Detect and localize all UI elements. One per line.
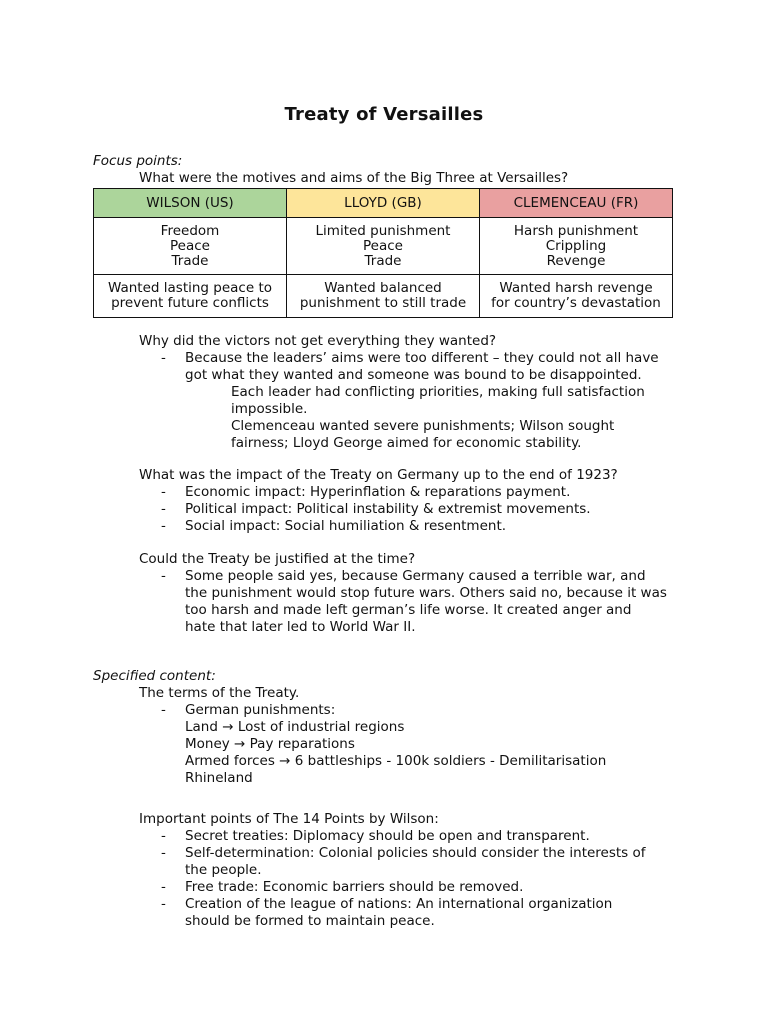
bullet-line: Some people said yes, because Germany caused a terrible war, and xyxy=(185,568,646,584)
list-item xyxy=(139,896,699,930)
header-lloyd: LLOYD (GB) xyxy=(287,189,480,218)
list-item xyxy=(139,828,699,845)
list-item xyxy=(139,879,699,896)
list-item xyxy=(139,501,699,518)
aim-text: Peace xyxy=(363,237,403,254)
question-heading: Why did the victors not get everything they wanted? xyxy=(139,333,497,349)
list-item xyxy=(139,484,699,501)
sub-line: Each leader had conflicting priorities, making full satisfaction xyxy=(231,384,645,400)
aim-text: Trade xyxy=(171,252,209,269)
bullet-dash: - xyxy=(161,879,166,895)
aim-text: Revenge xyxy=(546,252,606,269)
bullet-dash: - xyxy=(161,350,166,366)
punishment-line: Rhineland xyxy=(185,770,253,786)
specified-content-label: Specified content: xyxy=(93,668,216,684)
bullet-dash: - xyxy=(161,828,166,844)
section-heading: Important points of The 14 Points by Wilson: xyxy=(139,811,439,827)
punishment-line: Armed forces → 6 battleships - 100k soldiers - Demilitarisation xyxy=(185,753,607,769)
punishment-line: Land → Lost of industrial regions xyxy=(185,719,405,735)
summary-text: for country’s devastation xyxy=(491,295,661,311)
bullet-line: Social impact: Social humiliation & resentment. xyxy=(185,518,507,534)
list-item xyxy=(139,702,699,787)
sub-note xyxy=(139,384,699,452)
list-item xyxy=(139,568,699,636)
bullet-line: Secret treaties: Diplomacy should be open and transparent. xyxy=(185,828,590,844)
summary-text: prevent future conflicts xyxy=(111,295,269,311)
aim-text: Crippling xyxy=(545,237,607,254)
section-heading: The terms of the Treaty. xyxy=(139,685,300,701)
bullet-line: hate that later led to World War II. xyxy=(185,619,416,635)
bullet-dash: - xyxy=(161,518,166,534)
bullet-line: Creation of the league of nations: An international organization xyxy=(185,896,613,912)
question-heading: Could the Treaty be justified at the time? xyxy=(139,551,416,567)
summary-text: Wanted harsh revenge xyxy=(499,280,653,296)
clemenceau-aims-cell xyxy=(480,218,673,275)
bullet-line: too harsh and made left german’s life worse. It created anger and xyxy=(185,602,632,618)
big-three-table xyxy=(93,188,673,318)
focus-question: What were the motives and aims of the Big Three at Versailles? xyxy=(139,170,569,186)
clemenceau-summary-cell xyxy=(480,275,673,318)
punishment-line: Money → Pay reparations xyxy=(185,736,355,752)
summary-text: punishment to still trade xyxy=(299,295,467,311)
summary-text: Wanted lasting peace to xyxy=(107,280,272,296)
bullet-line: the people. xyxy=(185,862,262,878)
aim-text: Limited punishment xyxy=(315,222,451,239)
wilson-summary-cell xyxy=(94,275,287,318)
aim-text: Harsh punishment xyxy=(513,222,639,239)
aim-text: Trade xyxy=(364,252,402,269)
aim-text: Peace xyxy=(170,237,210,254)
lloyd-summary-cell xyxy=(287,275,480,318)
bullet-line: got what they wanted and someone was bound to be disappointed. xyxy=(185,367,642,383)
bullet-line: Self-determination: Colonial policies should consider the interests of xyxy=(185,845,646,861)
sub-line: fairness; Lloyd George aimed for economic stability. xyxy=(231,435,582,451)
bullet-line: Political impact: Political instability & extremist movements. xyxy=(185,501,591,517)
list-item xyxy=(139,518,699,535)
header-wilson: WILSON (US) xyxy=(94,189,287,218)
bullet-dash: - xyxy=(161,484,166,500)
question-impact-section xyxy=(139,467,699,535)
aim-text: Freedom xyxy=(160,222,220,239)
fourteen-points-section xyxy=(139,811,699,930)
bullet-line: Economic impact: Hyperinflation & reparations payment. xyxy=(185,484,571,500)
treaty-terms-section xyxy=(139,685,699,787)
bullet-line: German punishments: xyxy=(185,702,336,718)
sub-line: Clemenceau wanted severe punishments; Wilson sought xyxy=(231,418,615,434)
question-heading: What was the impact of the Treaty on Germany up to the end of 1923? xyxy=(139,467,618,483)
lloyd-aims-cell xyxy=(287,218,480,275)
page-title: Treaty of Versailles xyxy=(284,104,484,125)
sub-line: impossible. xyxy=(231,401,308,417)
bullet-line: Free trade: Economic barriers should be removed. xyxy=(185,879,524,895)
focus-points-label: Focus points: xyxy=(93,153,183,169)
wilson-aims-cell xyxy=(94,218,287,275)
header-clemenceau: CLEMENCEAU (FR) xyxy=(480,189,673,218)
bullet-line: the punishment would stop future wars. Others said no, because it was xyxy=(185,585,667,601)
summary-text: Wanted balanced xyxy=(324,280,442,296)
bullet-line: should be formed to maintain peace. xyxy=(185,913,435,929)
question-justified-section xyxy=(139,551,699,636)
bullet-line: Because the leaders’ aims were too different – they could not all have xyxy=(185,350,659,366)
bullet-dash: - xyxy=(161,501,166,517)
bullet-dash: - xyxy=(161,896,166,912)
bullet-dash: - xyxy=(161,568,166,584)
question-victors-section xyxy=(139,333,699,452)
list-item xyxy=(139,350,699,384)
bullet-dash: - xyxy=(161,702,166,718)
bullet-dash: - xyxy=(161,845,166,861)
list-item xyxy=(139,845,699,879)
